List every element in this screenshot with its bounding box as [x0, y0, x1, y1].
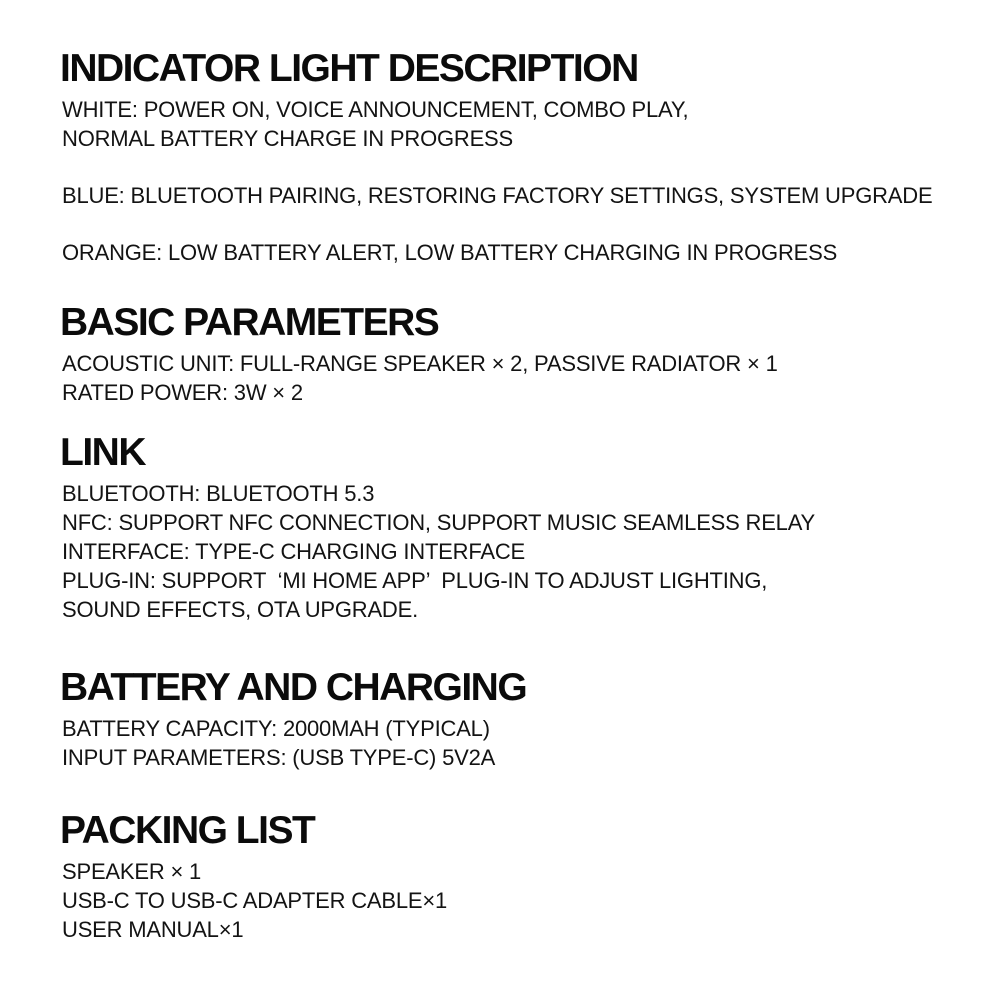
spec-line: ACOUSTIC UNIT: FULL-RANGE SPEAKER × 2, PASSIVE RADIATOR × 1 [62, 351, 778, 376]
spec-line: SOUND EFFECTS, OTA UPGRADE. [62, 597, 419, 622]
section-heading-packing-list: PACKING LIST [60, 809, 315, 852]
spec-line: BATTERY CAPACITY: 2000MAH (TYPICAL) [62, 716, 490, 741]
spec-line: NFC: SUPPORT NFC CONNECTION, SUPPORT MUSIC SEAMLESS RELAY [62, 510, 816, 535]
paragraph-orange-indicator [62, 238, 990, 267]
paragraph-link [62, 479, 990, 624]
spec-line: NORMAL BATTERY CHARGE IN PROGRESS [62, 126, 514, 151]
section-packing-list [60, 810, 990, 944]
spec-line: RATED POWER: 3W × 2 [62, 380, 303, 405]
spec-line: ORANGE: LOW BATTERY ALERT, LOW BATTERY CHARGING IN PROGRESS [62, 240, 838, 265]
spec-line: INTERFACE: TYPE-C CHARGING INTERFACE [62, 539, 526, 564]
section-heading-link: LINK [60, 431, 145, 474]
paragraph-battery-and-charging [62, 714, 990, 772]
section-heading-battery-and-charging: BATTERY AND CHARGING [60, 666, 527, 709]
section-indicator-light-description [60, 48, 990, 267]
spec-line: USER MANUAL×1 [62, 917, 244, 942]
spec-line: SPEAKER × 1 [62, 859, 202, 884]
spec-line: INPUT PARAMETERS: (USB TYPE-C) 5V2A [62, 745, 496, 770]
paragraph-packing-list [62, 857, 990, 944]
section-link [60, 432, 990, 624]
section-battery-and-charging [60, 667, 990, 772]
section-heading-indicator-light: INDICATOR LIGHT DESCRIPTION [60, 47, 638, 90]
spec-line: BLUE: BLUETOOTH PAIRING, RESTORING FACTORY SETTINGS, SYSTEM UPGRADE [62, 183, 933, 208]
spec-line: USB-C TO USB-C ADAPTER CABLE×1 [62, 888, 448, 913]
spec-line: PLUG-IN: SUPPORT ‘MI HOME APP’ PLUG-IN TO ADJUST LIGHTING, [62, 568, 768, 593]
section-basic-parameters [60, 302, 990, 407]
spec-line: BLUETOOTH: BLUETOOTH 5.3 [62, 481, 375, 506]
paragraph-blue-indicator [62, 181, 990, 210]
paragraph-basic-parameters [62, 349, 990, 407]
paragraph-white-indicator [62, 95, 990, 153]
section-heading-basic-parameters: BASIC PARAMETERS [60, 301, 439, 344]
spec-line: WHITE: POWER ON, VOICE ANNOUNCEMENT, COMBO PLAY, [62, 97, 689, 122]
